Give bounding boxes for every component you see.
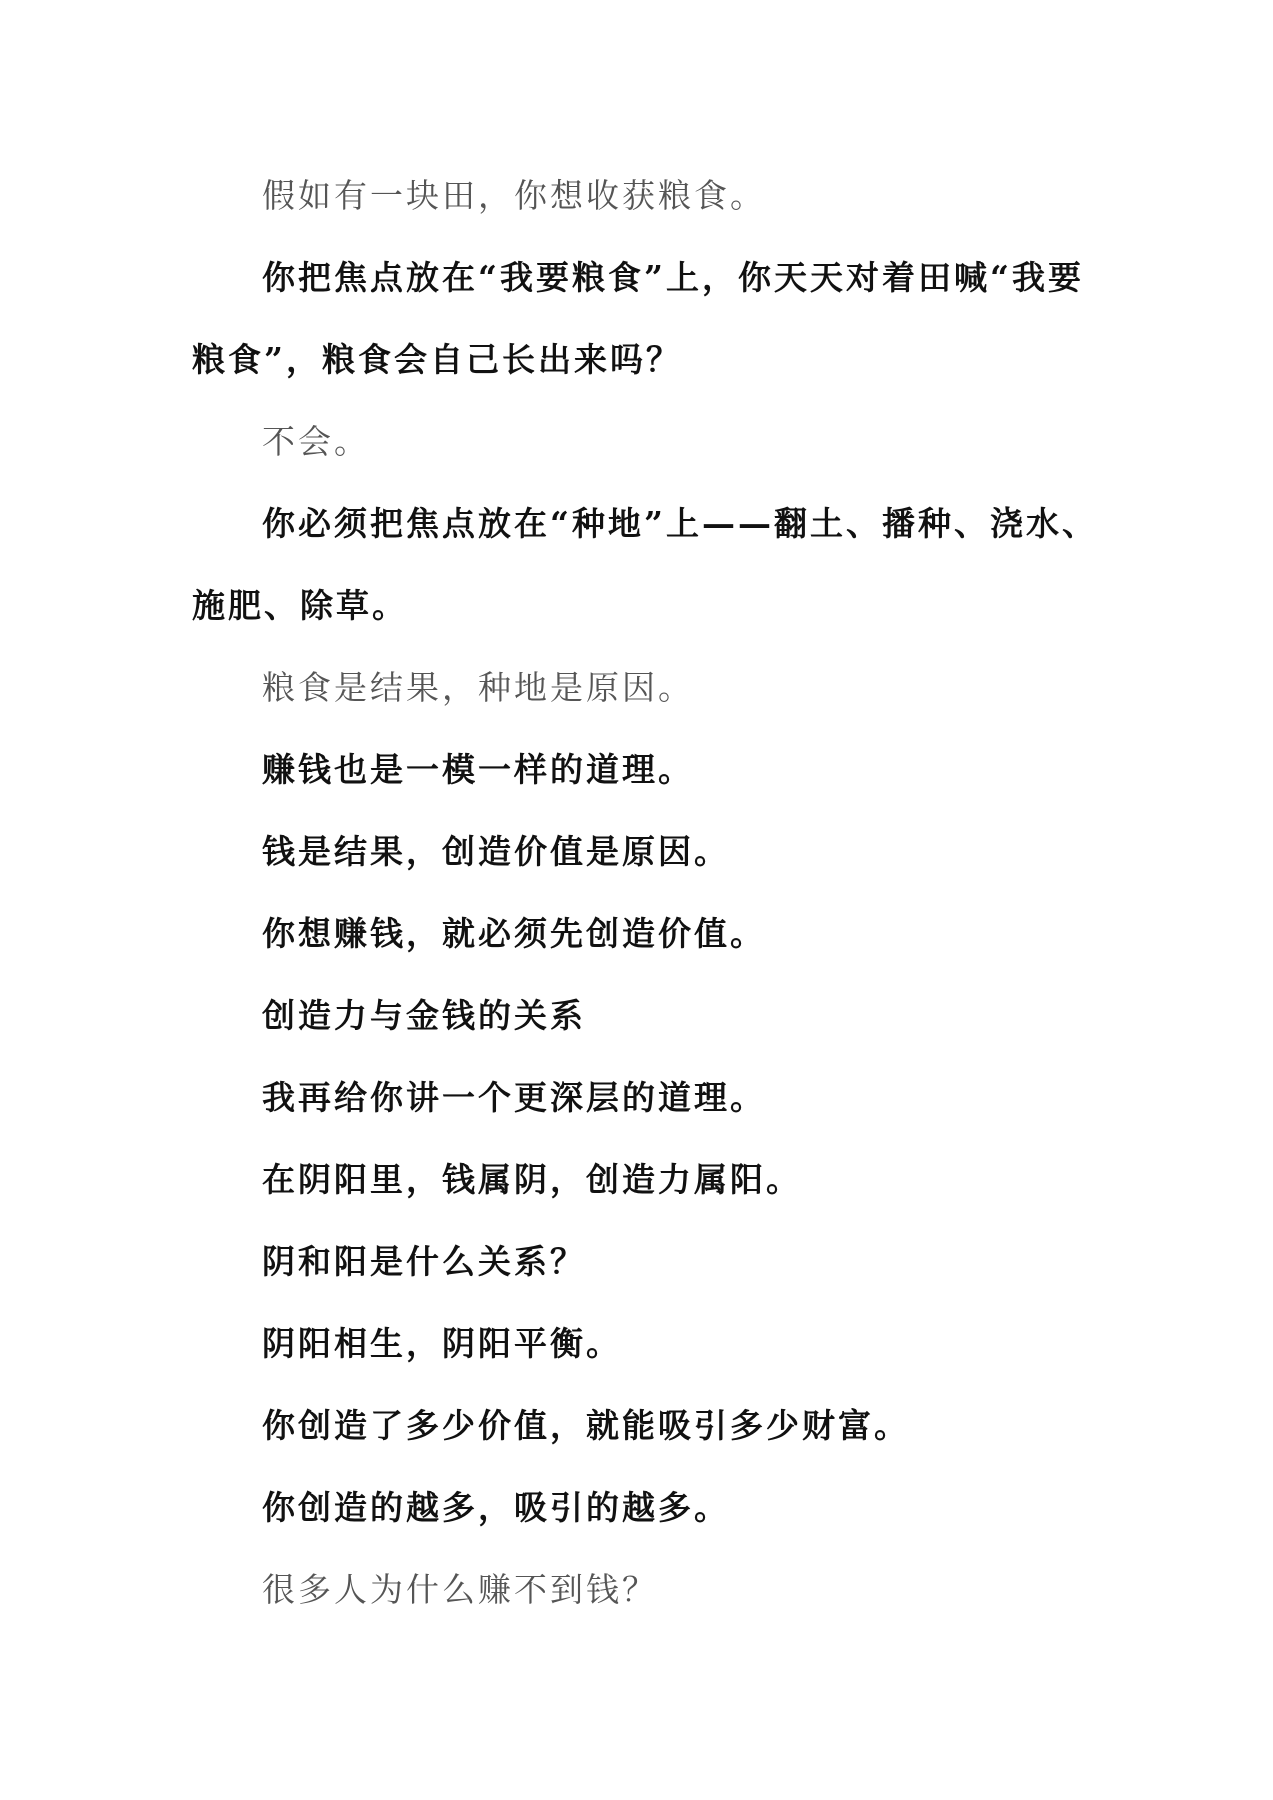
paragraph-5: 粮食是结果，种地是原因。 (262, 668, 694, 707)
paragraph-9: 我再给你讲一个更深层的道理。 (262, 1078, 766, 1117)
paragraph-7: 钱是结果，创造价值是原因。 (262, 832, 730, 871)
paragraph-4-line-1: 你必须把焦点放在“种地”上——翻土、播种、浇水、 (262, 504, 1098, 543)
paragraph-8: 你想赚钱，就必须先创造价值。 (262, 914, 766, 953)
paragraph-15: 很多人为什么赚不到钱？ (262, 1570, 658, 1609)
paragraph-6: 赚钱也是一模一样的道理。 (262, 750, 694, 789)
paragraph-10: 在阴阳里，钱属阴，创造力属阳。 (262, 1160, 802, 1199)
paragraph-12: 阴阳相生，阴阳平衡。 (262, 1324, 622, 1363)
paragraph-2-line-2: 粮食”，粮食会自己长出来吗？ (192, 340, 682, 379)
paragraph-14: 你创造的越多，吸引的越多。 (262, 1488, 730, 1527)
paragraph-3: 不会。 (262, 422, 370, 461)
paragraph-13: 你创造了多少价值，就能吸引多少财富。 (262, 1406, 910, 1445)
paragraph-2-line-1: 你把焦点放在“我要粮食”上，你天天对着田喊“我要 (262, 258, 1084, 297)
paragraph-11: 阴和阳是什么关系？ (262, 1242, 586, 1281)
paragraph-4-line-2: 施肥、除草。 (192, 586, 408, 625)
paragraph-1: 假如有一块田，你想收获粮食。 (262, 176, 766, 215)
section-heading: 创造力与金钱的关系 (262, 996, 586, 1035)
